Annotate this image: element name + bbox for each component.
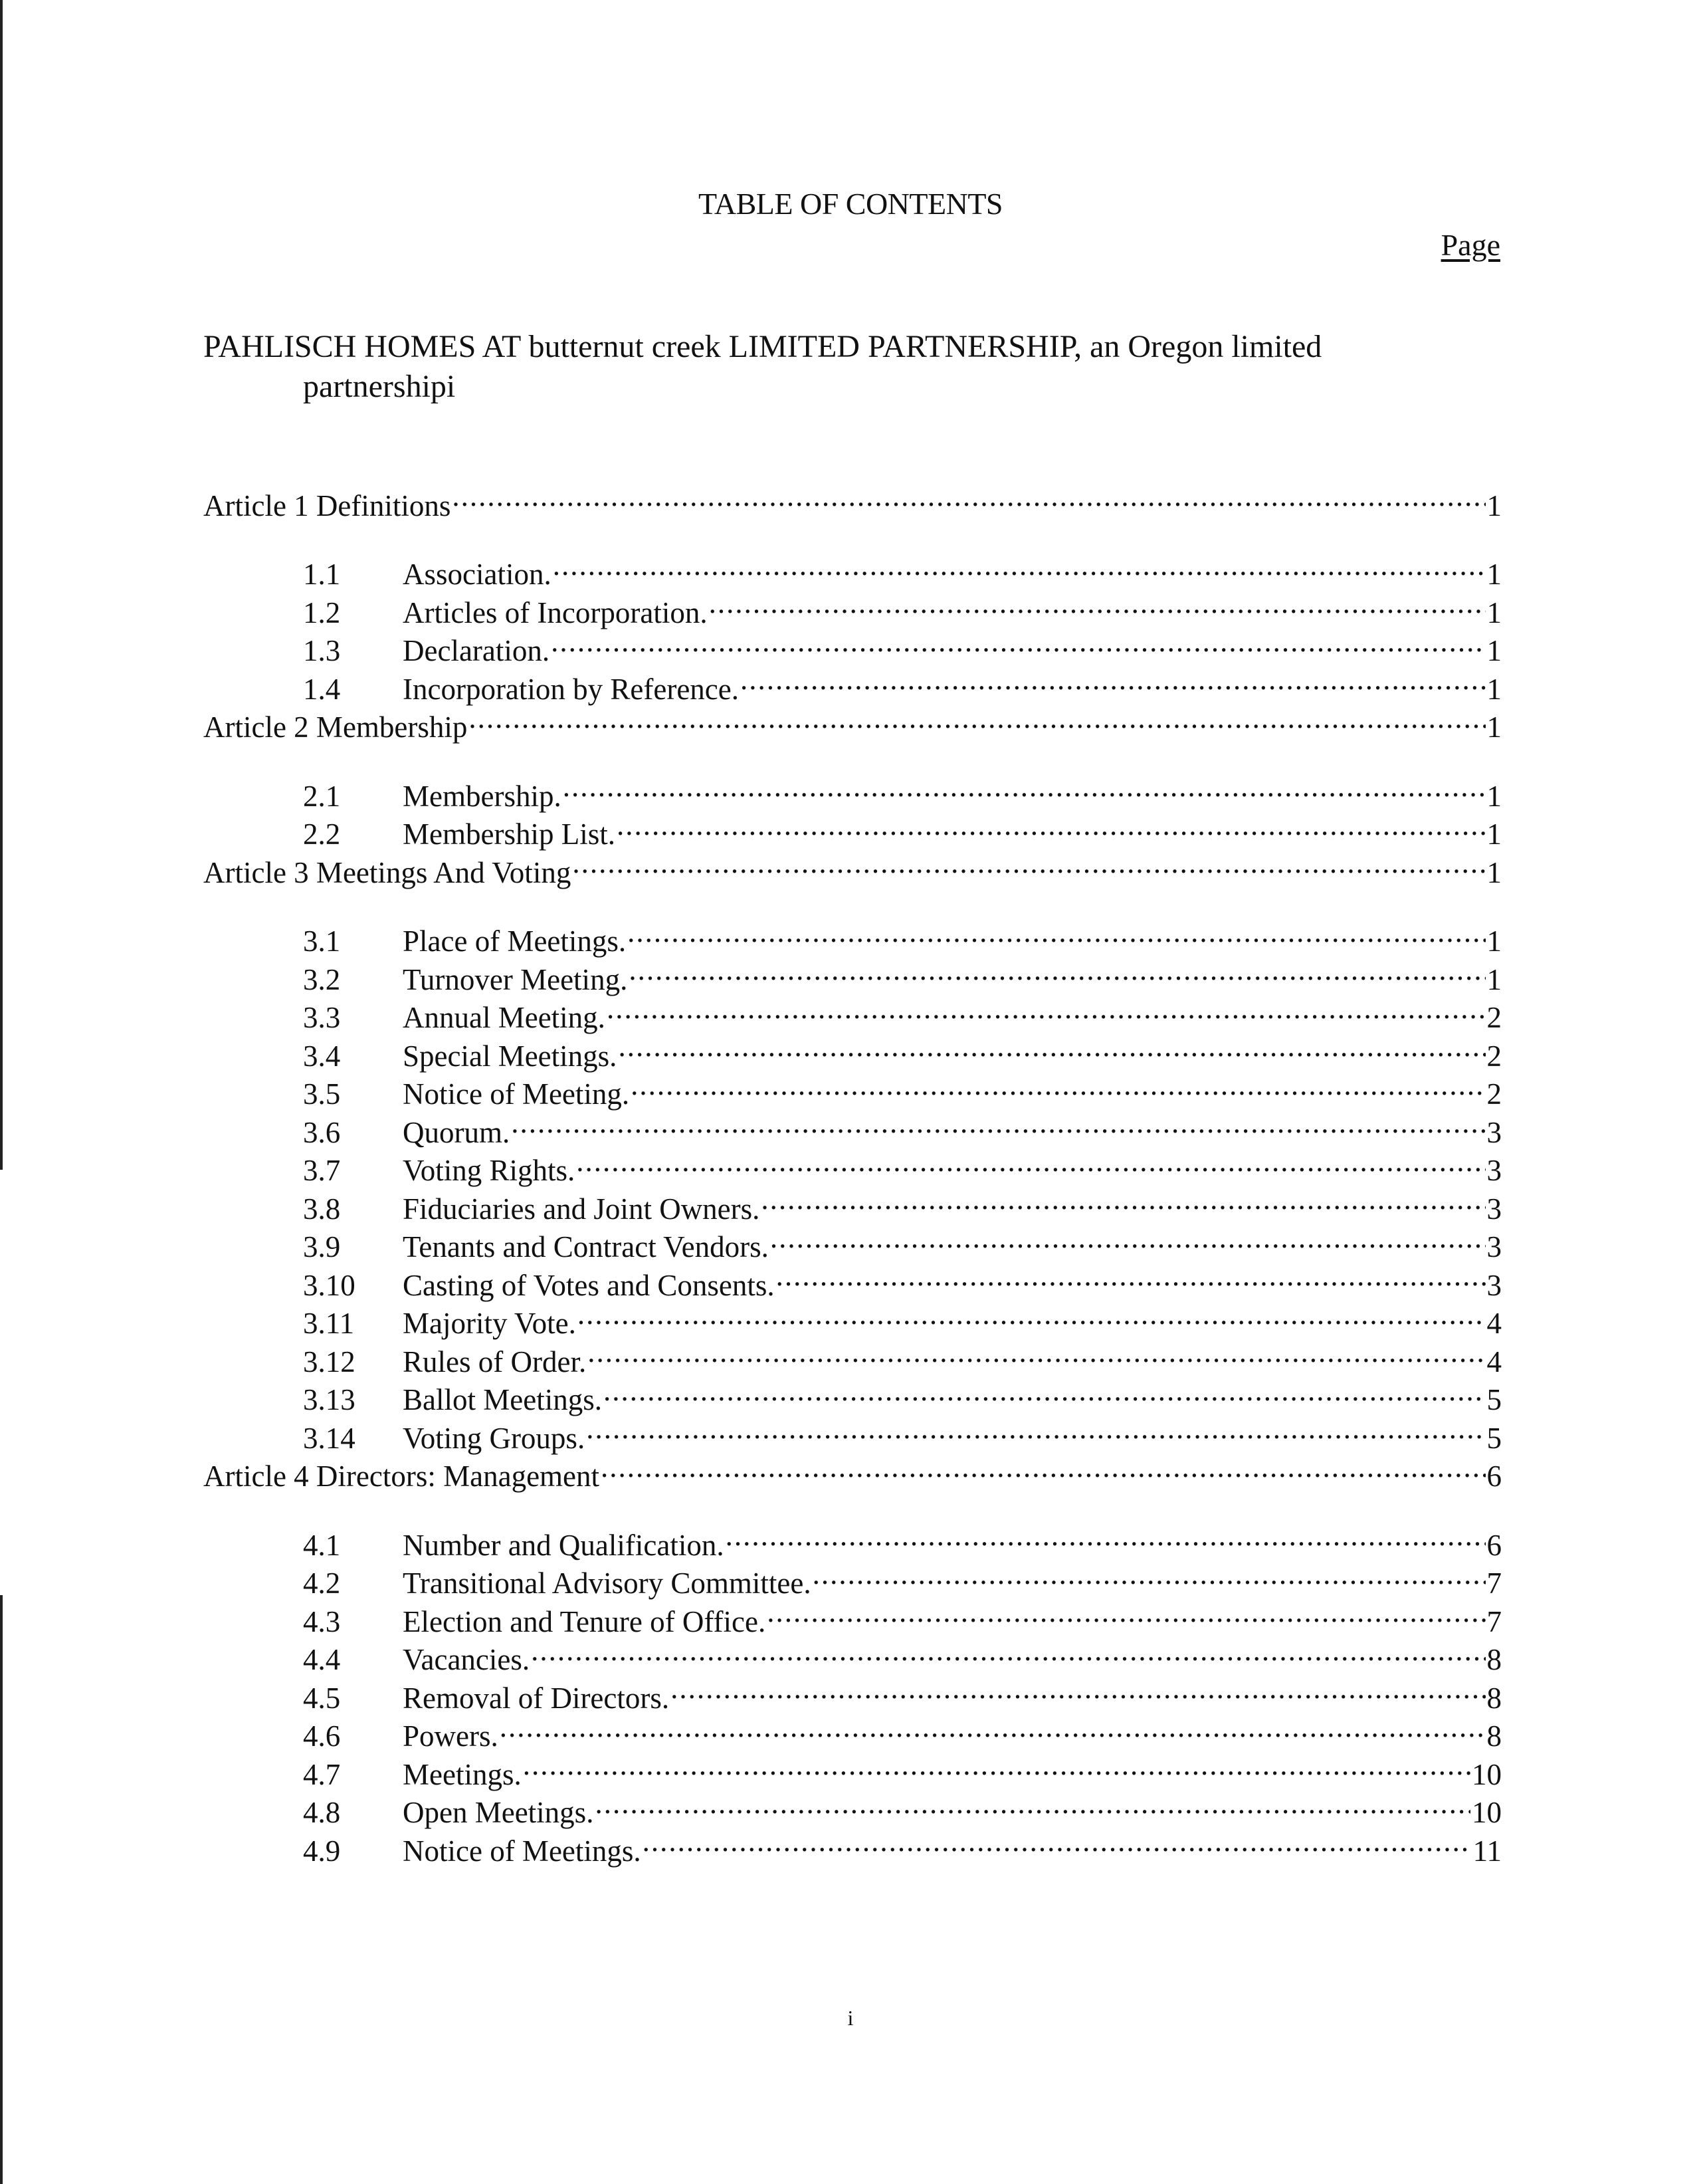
toc-section-number: 3.5 [303, 1077, 341, 1111]
toc-section-row[interactable] [203, 1517, 1502, 1562]
toc-dot-leader [603, 1372, 1486, 1410]
party-heading-line1: PAHLISCH HOMES AT butternut creek LIMITED PARTNERSHIP, an Oregon limited [203, 329, 1322, 364]
toc-section-title: Special Meetings. [403, 1039, 617, 1073]
toc-dot-leader [572, 844, 1485, 883]
toc-section-title: Quorum. [403, 1115, 510, 1149]
toc-article-group [203, 844, 1502, 1455]
toc-page-number: 8 [1486, 1681, 1502, 1715]
toc-section-number: 3.1 [303, 925, 341, 958]
party-heading-line2: partnershipi [303, 369, 456, 404]
toc-page-number: 3 [1486, 1230, 1502, 1263]
page-column-heading: Page [1441, 228, 1500, 262]
toc-section-number: 3.13 [303, 1383, 355, 1416]
footer-page-number: i [847, 2006, 854, 2030]
toc-section-title: Election and Tenure of Office. [403, 1604, 766, 1638]
toc-dot-leader [813, 1555, 1486, 1594]
toc-page-number: 1 [1486, 596, 1502, 629]
toc-section-title: Powers. [403, 1719, 498, 1753]
toc-dot-leader [770, 1219, 1486, 1257]
toc-article-group [203, 1448, 1502, 1868]
toc-dot-leader [511, 1104, 1485, 1143]
toc-article-title: Article 2 Membership [203, 710, 468, 744]
toc-section-number: 1.2 [303, 596, 341, 629]
toc-section-number: 1.3 [303, 634, 341, 667]
toc-section-title: Turnover Meeting. [403, 962, 628, 996]
toc-section-title: Meetings. [403, 1757, 522, 1791]
toc-page-number: 1 [1486, 925, 1502, 958]
toc-dot-leader [452, 477, 1485, 516]
toc-dot-leader [563, 768, 1486, 806]
toc-page-number: 10 [1472, 1757, 1502, 1791]
toc-section-number: 2.1 [303, 779, 341, 813]
toc-section-title: Number and Qualification. [403, 1528, 724, 1562]
toc-section-title: Association. [403, 558, 551, 591]
toc-dot-leader [595, 1785, 1470, 1823]
toc-dot-leader [468, 699, 1485, 738]
toc-page-number: 8 [1486, 1643, 1502, 1676]
toc-section-number: 4.1 [303, 1528, 341, 1562]
toc-section-title: Casting of Votes and Consents. [403, 1268, 775, 1302]
toc-dot-leader [586, 1410, 1485, 1448]
toc-page-number: 1 [1486, 962, 1502, 996]
toc-page-number: 2 [1486, 1077, 1502, 1111]
toc-page-number: 1 [1486, 710, 1502, 744]
toc-section-number: 4.6 [303, 1719, 341, 1753]
toc-section-title: Fiduciaries and Joint Owners. [403, 1192, 760, 1226]
toc-dot-leader [726, 1517, 1486, 1555]
toc-section-number: 4.9 [303, 1834, 341, 1868]
toc-section-title: Incorporation by Reference. [403, 672, 740, 706]
toc-section-number: 4.3 [303, 1604, 341, 1638]
document-title: TABLE OF CONTENTS [698, 187, 1003, 221]
toc-dot-leader [618, 1028, 1485, 1066]
toc-section-number: 4.5 [303, 1681, 341, 1715]
toc-page-number: 7 [1486, 1604, 1502, 1638]
toc-article-row[interactable] [203, 477, 1502, 522]
toc-section-title: Place of Meetings. [403, 925, 627, 958]
toc-dot-leader [500, 1708, 1486, 1747]
toc-article-title: Article 4 Directors: Management [203, 1460, 600, 1493]
toc-dot-leader [531, 1632, 1485, 1670]
toc-section-number: 4.8 [303, 1796, 341, 1829]
toc-section-title: Transitional Advisory Committee. [403, 1567, 811, 1600]
toc-page-number: 10 [1472, 1796, 1502, 1829]
toc-page-number: 4 [1486, 1345, 1502, 1378]
toc-section-number: 3.2 [303, 962, 341, 996]
toc-section-row[interactable] [203, 546, 1502, 591]
toc-page-number: 3 [1486, 1268, 1502, 1302]
toc-page-number: 11 [1472, 1834, 1502, 1868]
toc-page-number: 2 [1486, 1039, 1502, 1073]
toc-article-title: Article 1 Definitions [203, 489, 451, 522]
toc-page-number: 6 [1486, 1528, 1502, 1562]
toc-page-number: 1 [1486, 855, 1502, 889]
toc-section-title: Notice of Meeting. [403, 1077, 630, 1111]
toc-dot-leader [627, 913, 1485, 952]
toc-section-list [203, 913, 1502, 1455]
toc-page-number: 1 [1486, 672, 1502, 706]
toc-section-list [203, 1517, 1502, 1868]
toc-dot-leader [643, 1822, 1472, 1861]
toc-dot-leader [577, 1295, 1486, 1334]
toc-page-number: 4 [1486, 1307, 1502, 1340]
toc-dot-leader [601, 1448, 1485, 1487]
toc-page-number: 1 [1486, 489, 1502, 522]
toc-section-title: Majority Vote. [403, 1307, 576, 1340]
toc-page-number: 1 [1486, 779, 1502, 813]
toc-section-number: 3.14 [303, 1421, 355, 1455]
toc-dot-leader [631, 1066, 1485, 1105]
toc-section-list [203, 546, 1502, 706]
toc-section-title: Rules of Order. [403, 1345, 587, 1378]
toc-dot-leader [617, 806, 1486, 845]
toc-section-number: 3.11 [303, 1307, 355, 1340]
scan-left-edge-lower [0, 1595, 3, 2184]
party-heading [203, 327, 1466, 407]
scan-left-edge [0, 0, 3, 1170]
toc-section-title: Articles of Incorporation. [403, 596, 708, 629]
toc-dot-leader [761, 1180, 1485, 1219]
toc-section-list [203, 768, 1502, 851]
toc-section-title: Annual Meeting. [403, 1001, 605, 1034]
toc-section-number: 1.1 [303, 558, 341, 591]
toc-dot-leader [607, 990, 1486, 1028]
toc-page-number: 8 [1486, 1719, 1502, 1753]
toc-section-number: 3.7 [303, 1154, 341, 1187]
toc-section-number: 3.9 [303, 1230, 341, 1263]
toc-page-number: 7 [1486, 1567, 1502, 1600]
toc-dot-leader [629, 951, 1485, 990]
toc-page-number: 1 [1486, 634, 1502, 667]
toc-section-row[interactable] [203, 768, 1502, 813]
toc-section-number: 3.8 [303, 1192, 341, 1226]
toc-section-title: Membership List. [403, 818, 615, 851]
toc-section-number: 1.4 [303, 672, 341, 706]
toc-section-title: Removal of Directors. [403, 1681, 670, 1715]
toc-page-number: 5 [1486, 1421, 1502, 1455]
toc-section-number: 3.3 [303, 1001, 341, 1034]
toc-page-number: 3 [1486, 1154, 1502, 1187]
toc-page-number: 2 [1486, 1001, 1502, 1034]
toc-section-number: 3.10 [303, 1268, 355, 1302]
toc-dot-leader [576, 1143, 1485, 1181]
toc-article-title: Article 3 Meetings And Voting [203, 855, 571, 889]
toc-dot-leader [776, 1257, 1486, 1295]
toc-section-number: 4.2 [303, 1567, 341, 1600]
toc-page-number: 3 [1486, 1115, 1502, 1149]
toc-section-title: Vacancies. [403, 1643, 530, 1676]
toc-dot-leader [709, 584, 1486, 623]
toc-article-group [203, 699, 1502, 851]
toc-section-number: 2.2 [303, 818, 341, 851]
toc-page-number: 6 [1486, 1460, 1502, 1493]
toc-dot-leader [587, 1333, 1485, 1372]
toc-dot-leader [551, 623, 1485, 661]
toc-dot-leader [740, 661, 1485, 699]
toc-section-title: Membership. [403, 779, 561, 813]
toc-section-title: Voting Rights. [403, 1154, 575, 1187]
toc-page-number: 1 [1486, 818, 1502, 851]
toc-section-title: Open Meetings. [403, 1796, 594, 1829]
table-of-contents [203, 477, 1502, 1868]
toc-page-number: 3 [1486, 1192, 1502, 1226]
toc-section-title: Declaration. [403, 634, 550, 667]
toc-article-group [203, 477, 1502, 706]
toc-section-number: 3.6 [303, 1115, 341, 1149]
toc-section-number: 4.4 [303, 1643, 341, 1676]
toc-section-title: Notice of Meetings. [403, 1834, 641, 1868]
toc-dot-leader [523, 1746, 1470, 1785]
toc-section-title: Ballot Meetings. [403, 1383, 602, 1416]
toc-dot-leader [670, 1670, 1485, 1708]
toc-page-number: 5 [1486, 1383, 1502, 1416]
toc-section-row[interactable] [203, 913, 1502, 958]
toc-section-title: Tenants and Contract Vendors. [403, 1230, 769, 1263]
toc-section-number: 3.4 [303, 1039, 341, 1073]
toc-section-number: 4.7 [303, 1757, 341, 1791]
toc-dot-leader [767, 1593, 1485, 1632]
toc-section-title: Voting Groups. [403, 1421, 585, 1455]
toc-page-number: 1 [1486, 558, 1502, 591]
toc-section-number: 3.12 [303, 1345, 355, 1378]
toc-dot-leader [553, 546, 1486, 585]
